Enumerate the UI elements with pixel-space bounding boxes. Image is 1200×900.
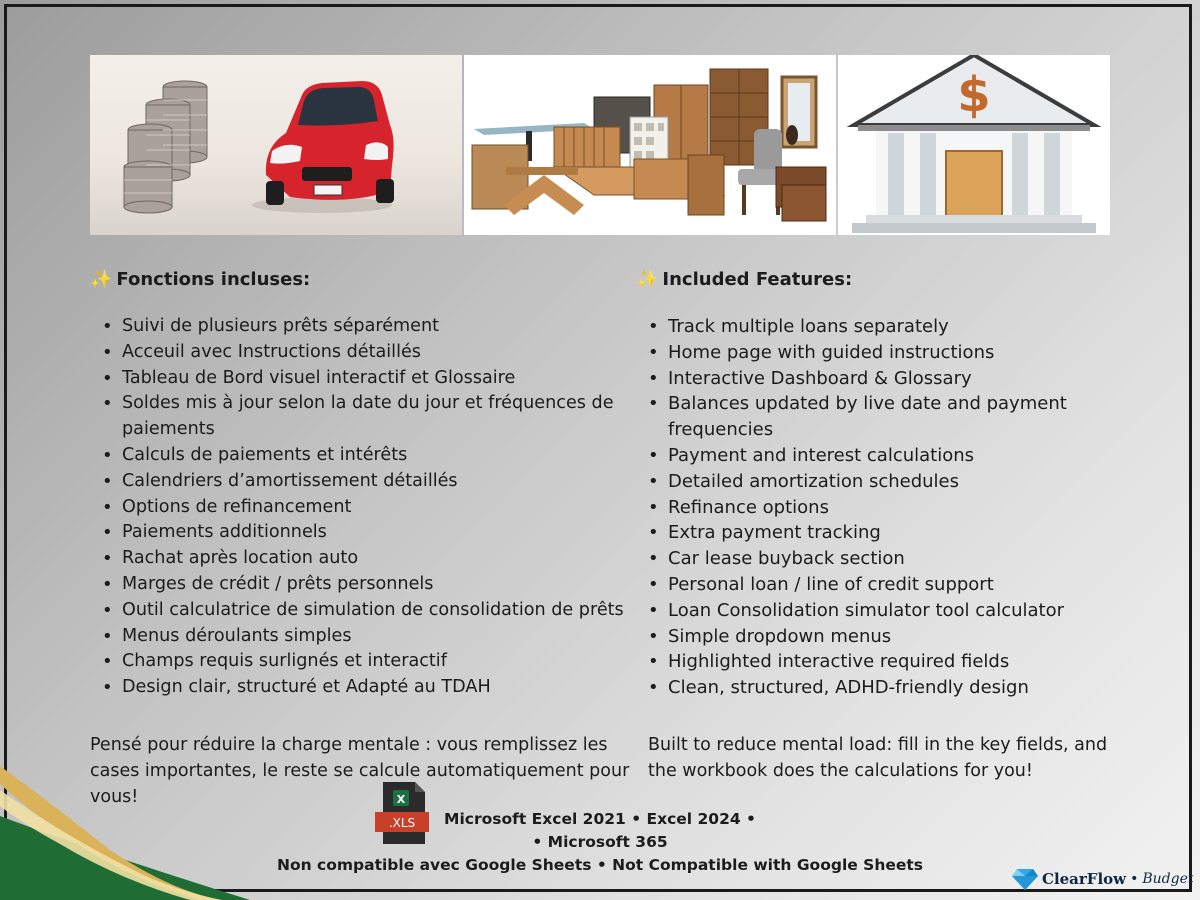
dollar-symbol: $ <box>957 67 991 123</box>
logo-suffix-text: Budget <box>1142 871 1194 887</box>
list-item: • Outil calculatrice de simulation de consolidation de prêts <box>90 598 650 624</box>
list-item: • Soldes mis à jour selon la date du jour et fréquences de paiements <box>90 391 650 443</box>
features-fr-heading-text: Fonctions incluses: <box>116 269 311 290</box>
list-item: • Rachat après location auto <box>90 546 650 572</box>
list-item: • Tableau de Bord visuel interactif et Glossaire <box>90 366 650 392</box>
brand-logo <box>1012 868 1193 890</box>
bank-image <box>838 55 1110 235</box>
sparkles-icon: ✨ <box>90 269 113 290</box>
list-item: • Extra payment tracking <box>636 520 1196 546</box>
list-item: • Champs requis surlignés et interactif <box>90 649 650 675</box>
list-item: • Track multiple loans separately <box>636 314 1196 340</box>
corner-decoration <box>0 760 260 900</box>
list-item: • Menus déroulants simples <box>90 624 650 650</box>
list-item: • Loan Consolidation simulator tool calculator <box>636 598 1196 624</box>
features-en-column <box>636 262 1196 701</box>
list-item: • Highlighted interactive required fields <box>636 649 1196 675</box>
list-item: • Car lease buyback section <box>636 546 1196 572</box>
car-illustration <box>252 81 394 213</box>
compat-line-3: Non compatible avec Google Sheets • Not Compatible with Google Sheets <box>276 856 924 874</box>
furniture-image <box>464 55 836 235</box>
list-item: • Simple dropdown menus <box>636 624 1196 650</box>
features-fr-column <box>90 262 650 701</box>
list-item: • Personal loan / line of credit support <box>636 572 1196 598</box>
list-item: • Design clair, structuré et Adapté au TDAH <box>90 675 650 701</box>
coins-car-image <box>90 55 462 235</box>
compat-line-2: • Microsoft 365 <box>532 833 668 851</box>
list-item: • Clean, structured, ADHD-friendly design <box>636 675 1196 701</box>
list-item: • Suivi de plusieurs prêts séparément <box>90 314 650 340</box>
list-item: • Acceuil avec Instructions détaillés <box>90 340 650 366</box>
diamond-icon <box>1012 868 1038 890</box>
list-item: • Calculs de paiements et intérêts <box>90 443 650 469</box>
logo-brand-text: ClearFlow <box>1042 870 1127 888</box>
furniture-illustration <box>472 69 826 221</box>
list-item: • Interactive Dashboard & Glossary <box>636 366 1196 392</box>
list-item: • Marges de crédit / prêts personnels <box>90 572 650 598</box>
list-item: • Detailed amortization schedules <box>636 469 1196 495</box>
xls-label: .XLS <box>388 816 416 830</box>
excel-badge-letter: X <box>396 793 406 806</box>
features-fr-list <box>90 314 650 701</box>
closing-text-fr: Pensé pour réduire la charge mentale : vous remplissez les cases importantes, le reste se calcule automatiquement pour vous! <box>90 735 630 807</box>
list-item: • Refinance options <box>636 495 1196 521</box>
list-item: • Balances updated by live date and payment frequencies <box>636 391 1196 443</box>
compatibility-info <box>250 808 950 877</box>
banner <box>90 55 1110 235</box>
compat-line-1: Microsoft Excel 2021 • Excel 2024 • <box>444 810 756 828</box>
list-item: • Home page with guided instructions <box>636 340 1196 366</box>
list-item: • Options de refinancement <box>90 495 650 521</box>
closing-text-en: Built to reduce mental load: fill in the key fields, and the workbook does the calculations for you! <box>648 735 1108 781</box>
logo-separator: • <box>1130 871 1139 887</box>
features-fr-heading <box>90 262 650 298</box>
coin-stacks <box>124 81 207 213</box>
features-en-list <box>636 314 1196 701</box>
sparkles-icon: ✨ <box>636 269 659 290</box>
list-item: • Paiements additionnels <box>90 520 650 546</box>
list-item: • Payment and interest calculations <box>636 443 1196 469</box>
list-item: • Calendriers d’amortissement détaillés <box>90 469 650 495</box>
features-en-heading <box>636 262 1196 298</box>
features-en-heading-text: Included Features: <box>662 269 853 290</box>
